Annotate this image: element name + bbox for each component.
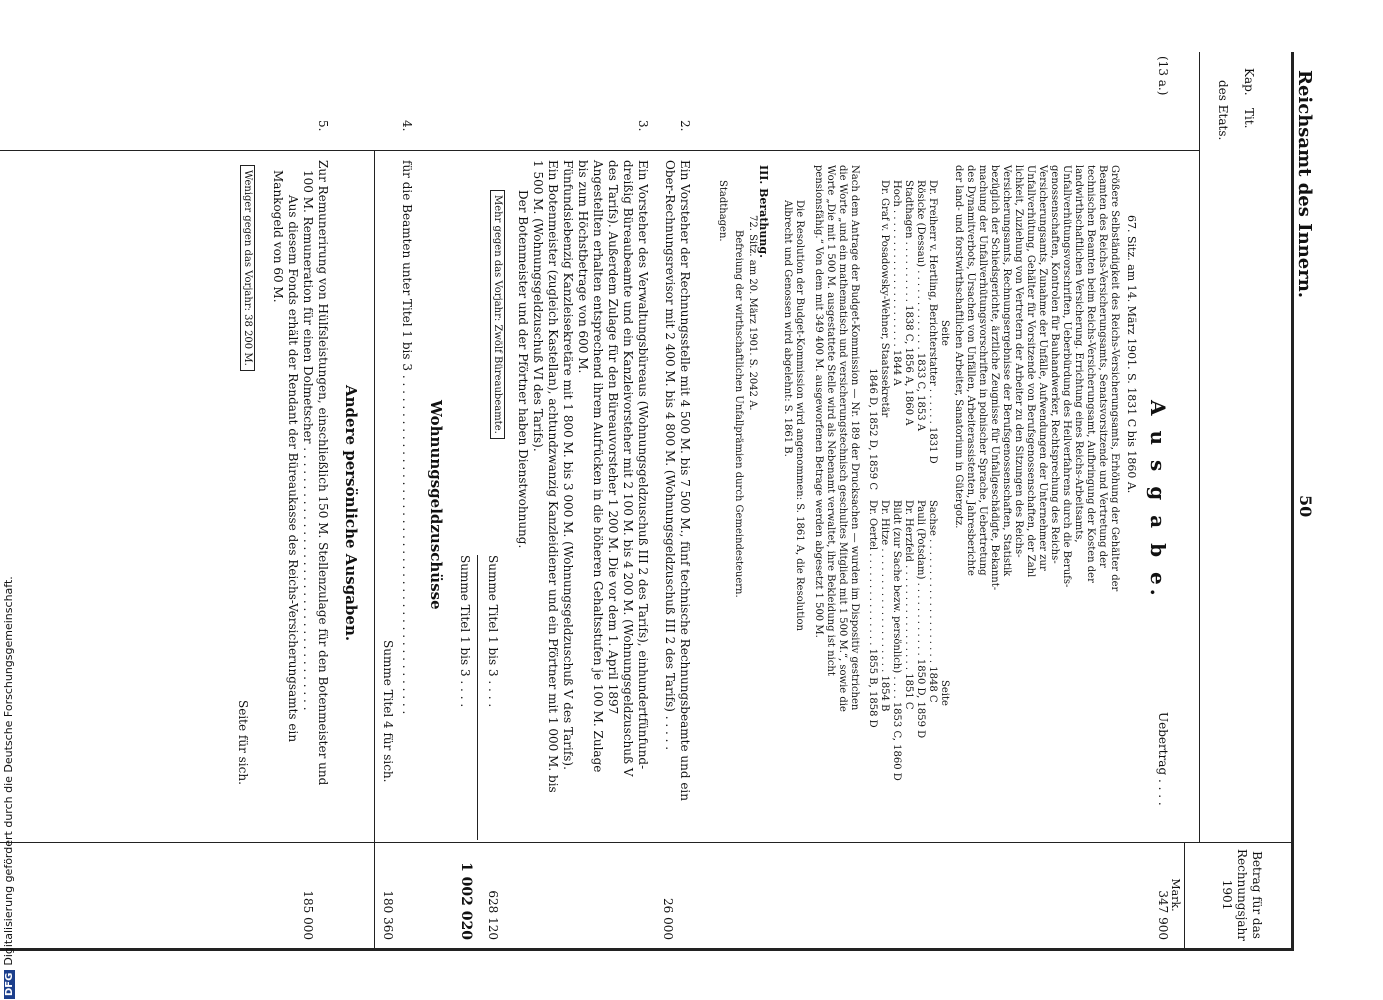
andere-heading: Andere persönliche Ausgaben. [342, 385, 360, 642]
topic-line: Beamten des Reichs-Versicherungsamts, Senatsvorsitzende und Vertretung der [1097, 165, 1108, 568]
item-line: Mankogeld von 60 M. [271, 170, 285, 303]
sitzung-67: 67. Sitz. am 14. März 1901. S. 1831 C bis 1860 A. [1125, 215, 1138, 494]
sitzung-72: 72. Sitz. am 20. März 1901. S. 2042 A. [747, 215, 758, 411]
summe-1-3-a-value: 628 120 [486, 890, 500, 940]
item-4-text: für die Beamten unter Titel 1 bis 3 . . . . . . . . . . . . . . . . . . . . . . . . . . . . . . . . . . . . . . . . . . . . . [400, 160, 414, 715]
summe-rule [477, 555, 478, 840]
summe-1-3-b-label: Summe Titel 1 bis 3 . . . . [458, 555, 472, 708]
uebertrag-value: 347 900 [1156, 890, 1170, 940]
item-3-text [515, 160, 650, 840]
resolution-line: Albrecht und Genossen wird abgelehnt: S. 1861 B. [782, 200, 793, 457]
topic-line: lichkeit, Zuziehung von Vertretern der Arbeiter zu den Sitzungen des Reichs- [1013, 165, 1024, 558]
col-betrag: Betrag für das Rechnungsjahr 1901 [1220, 849, 1264, 941]
speakers-left [866, 180, 938, 490]
topic-line: Versicherungsamts, Zunahme der Unfälle, Aufwendungen der Unternehmer zur [1037, 165, 1048, 571]
item-line: Ober-Rechnungsrevisor mit 2 400 M. bis 4 800 M. (Wohnungsgeldzuschuß III 2 des Tarifs) . . . . . [663, 160, 677, 751]
item-line: des Tarifs). Außerdem Zulage für den Büreauvorsteher 1 200 M. Die vor dem 1. April 1897 [606, 160, 620, 715]
speakers-right [866, 500, 938, 820]
speaker-row: Sachse . . . . . . . . . . . . . . . . . . . . 1848 C [927, 500, 938, 703]
section-title: A u s g a b e. [1146, 400, 1170, 600]
weniger-note: Weniger gegen das Vorjahr: 38 200 M. [240, 165, 255, 371]
speaker-row: Dr. Herzfeld . . . . . . . . . . . . . . . . . 1851 C [903, 500, 914, 710]
top-rule [1291, 52, 1294, 948]
bottom-rule [0, 948, 1294, 951]
page-heading: Reichsamt des Innern. [1294, 70, 1315, 299]
wohnungs-heading: Wohnungsgeldzuschüsse [427, 400, 445, 610]
item-line: dreißig Büreaubeamte und ein Kanzleivorsteher mit 2 100 M. bis 4 200 M. (Wohnungsgeldzuschuß V [621, 160, 635, 777]
ref-13a: (13 a.) [1156, 56, 1170, 96]
befreiung-topic: Befreiung der wirthschaftlichen Unfallprämien durch Gemeindesteuern. [733, 230, 744, 598]
topic-line: des Dynamitverbots, Ursachen von Unfällen, Arbeiterassistenten, Jahresberichte [965, 165, 976, 576]
resolution-block [781, 200, 805, 830]
dfg-footer [2, 0, 15, 999]
tit-5: 5. [316, 120, 330, 132]
item-5-value: 185 000 [301, 890, 315, 940]
uebertrag-label: Uebertrag . . . . [1156, 712, 1170, 806]
item-line: Angestellten erhalten entsprechend ihrem Aufrücken in die höheren Gehaltsstufen je 100 M. Zulage [591, 160, 605, 773]
item-line: Aus diesem Fonds erhält der Rendant der Büreaukasse des Reichs-Versicherungsamts ein [286, 195, 300, 743]
seite-fuer-sich: Seite für sich. [236, 700, 250, 785]
resolution-line: Die Resolution der Budget-Kommission wird angenommen: S. 1861 A, die Resolution [794, 200, 805, 631]
tit-3: 3. [636, 120, 650, 132]
topic-line: Versicherungsamts, Rechnungsergebnisse der Berufsgenossenschaften, Statistik [1001, 165, 1012, 577]
speaker-row: 1846 D, 1852 D, 1859 C [867, 368, 878, 490]
item-line: Der Botenmeister und der Pförtner haben Dienstwohnung. [516, 190, 530, 549]
item-line: Fünfundsiebenzig Kanzleisekretäre mit 1 800 M. bis 3 000 M. (Wohnungsgeldzuschuß V des Tarifs). [561, 160, 575, 770]
summe-1-3-b-value: 1 002 020 [458, 862, 474, 940]
tit-2: 2. [678, 120, 692, 132]
item-line: bis zum Höchstbetrage von 600 M. [576, 160, 590, 374]
speaker-row: Dr. Hitze . . . . . . . . . . . . . . . . . . . . 1854 B [879, 500, 890, 712]
antrag-line: Nach dem Antrage der Budget-Kommission — Nr. 189 der Drucksachen — wurden im Dispositiv gestrichen [849, 165, 860, 711]
debate-topics [952, 165, 1120, 835]
item-line: Zur Remunerirung von Hülfsleistungen, einschließlich 150 M. Stellenzulage für den Botenmeister und [316, 160, 330, 786]
item-line: 1 500 M. (Wohnungsgeldzuschuß VI des Tarifs). [531, 160, 545, 452]
topic-line: Größere Selbständigkeit des Reichs-Versicherungsamts, Erhöhung der Gehälter der [1109, 165, 1120, 592]
item-line: Ein Vorsteher des Verwaltungsbüreaus (Wohnungsgeldzuschuß III 2 des Tarifs), einhundertfünfund- [636, 160, 650, 770]
item-5-text [270, 160, 330, 840]
col-mark: Mark. [1169, 878, 1182, 912]
item-line: Ein Vorsteher der Rechnungsstelle mit 4 500 M. bis 7 500 M., fünf technische Rechnungsbeamte und ein [678, 160, 692, 801]
topic-line: genossenschaften, Kontrolen für Bauhandwerker, Rechtsprechung des Reichs- [1049, 165, 1060, 564]
item-4-value: 180 360 [381, 890, 395, 940]
page-number: 50 [1296, 495, 1315, 518]
col-kap: Kap. [1242, 68, 1256, 96]
speaker-row: Hoch . . . . . . . . . . . . . . . . . . . . . . 1844 A [891, 180, 902, 386]
item-2-text [662, 160, 692, 840]
mark-rule [1184, 842, 1185, 948]
header-rule [1199, 52, 1200, 842]
seite-label-left: Seite [939, 320, 950, 346]
mehr-note: Mehr gegen das Vorjahr: Zwölf Büreaubeamte. [490, 190, 505, 439]
beratung-heading: III. Berathung. [757, 165, 770, 258]
summe-4-label: Summe Titel 4 für sich. [381, 640, 395, 783]
summe-1-3-a-label: Summe Titel 1 bis 3 . . . . [486, 555, 500, 708]
item-line: 100 M. Remuneration für einen Dolmetscher . . . . . . . . . . . . . . . . . . . . . . . . . . . . . . . . . . . [301, 170, 315, 711]
antrag-block [812, 165, 860, 835]
dfg-logo: DFG [4, 970, 15, 999]
topic-line: technischen Beamten beim Reichs-Versicherungsamt, Aufbringung der Kosten der [1085, 165, 1096, 583]
topic-line: bezüglich der Schiedsgerichte, ärztliche Zeugnisse für Unfallgeschädigte, Bekannt- [989, 165, 1000, 591]
item-line: Ein Botenmeister (zugleich Kastellan), achtundzwanzig Kanzleidiener und ein Pförtner mit 1 000 M. bis [546, 160, 560, 793]
col-etats: des Etats. [1216, 80, 1230, 141]
item-2-value: 26 000 [661, 898, 675, 940]
antrag-line: Worte „Die mit 1 500 M. ausgestattete Stelle wird als Nebenamt verwaltet, ihre Bekleidung ist nicht [825, 165, 836, 676]
col-tit: Tit. [1242, 108, 1256, 129]
speaker-row: Dr. Oertel . . . . . . . . . . . . . . . 1855 B, 1858 D [867, 500, 878, 728]
speaker-row: Dr. Freiherr v. Hertling, Berichterstatter . . . . . . 1831 D [927, 180, 938, 464]
antrag-line: die Worte „und ein mathematisch und versicherungstechnisch geschultes Mitglied mit 1 500 M.“, sowie die [837, 165, 848, 712]
speaker-row: Dr. Graf v. Posadowsky-Wehner, Staatssekretär [879, 180, 890, 418]
topic-line: Unfallverhütungsvorschriften, Ueberbürdung des Heilverfahrens durch die Berufs- [1061, 165, 1072, 588]
section-rule [374, 150, 375, 948]
topic-line: landwirthschaftlichen Versicherung. Errichtung eines Reichs-Arbeitsamts, [1073, 165, 1084, 543]
stadthagen-iii: Stadthagen. [717, 180, 728, 242]
topic-line: machung der Unfallverhütungsvorschriften in polnischer Sprache, Uebertretung [977, 165, 988, 576]
dfg-footer-text: Digitalisierung gefördert durch die Deutsche Forschungsgemeinschaft. [2, 576, 15, 966]
etats-divider [0, 150, 1200, 151]
speaker-row: Pauli (Potsdam) . . . . . . . . . . . . 1850 D, 1859 D [915, 500, 926, 739]
antrag-line: pensionsfähig.“ Von dem mit 349 400 M. ausgeworfenen Betrage werden abgesetzt 1 500 M. [813, 165, 824, 638]
speaker-row: Rösicke (Dessau) . . . . . . . . . . . . . 1833 C, 1853 A [915, 180, 926, 432]
speaker-row: Stadthagen . . . . . . . . . . 1838 C, 1856 A, 1860 A [903, 180, 914, 426]
betrag-divider [0, 842, 1294, 843]
speaker-row: Bildt (zur Sache bezw. persönlich) . . . . 1853 C, 1860 D [891, 500, 902, 781]
topic-line: Unfallverhütung, Gehälter für Vorsitzende von Berufsgenossenschaften, der Zahl [1025, 165, 1036, 578]
tit-4: 4. [400, 120, 414, 132]
seite-label-right: Seite [939, 680, 950, 706]
topic-line: der land- und forstwirthschaftlichen Arbeiter, Sanatorium in Gütergotz. [953, 165, 964, 529]
